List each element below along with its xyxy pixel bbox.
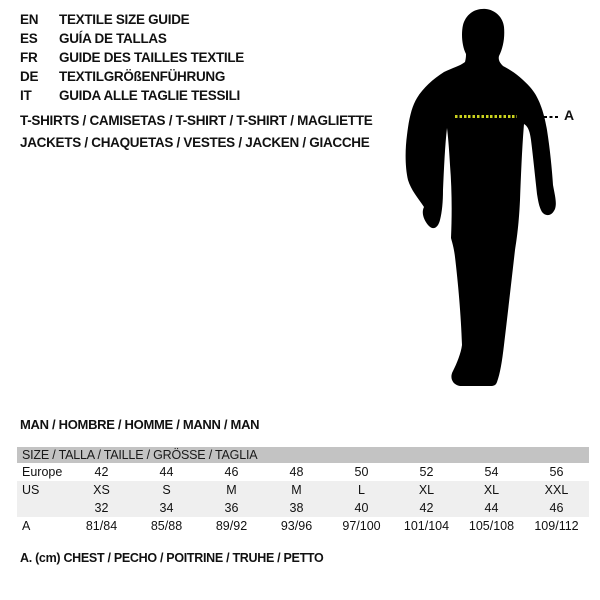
category-jackets: JACKETS / CHAQUETAS / VESTES / JACKEN / GIACCHE	[20, 135, 370, 150]
language-row	[20, 86, 244, 105]
table-cell: 42	[94, 465, 109, 479]
language-row	[20, 29, 244, 48]
table-cell: 48	[289, 465, 304, 479]
table-cell: 32	[94, 501, 109, 515]
table-row-chest-a	[17, 517, 589, 535]
man-figure	[400, 0, 600, 400]
table-row-europe	[17, 463, 589, 481]
language-code: DE	[20, 69, 39, 84]
row-label: Europe	[22, 465, 63, 479]
language-label: TEXTILE SIZE GUIDE	[59, 12, 190, 27]
table-cell: 50	[354, 465, 369, 479]
category-tshirts: T-SHIRTS / CAMISETAS / T-SHIRT / T-SHIRT / MAGLIETTE	[20, 113, 373, 128]
table-cell: 46	[549, 501, 564, 515]
language-label: GUIDE DES TAILLES TEXTILE	[59, 50, 245, 65]
table-cell: XS	[93, 483, 110, 497]
table-cell: 52	[419, 465, 434, 479]
table-cell: 97/100	[342, 519, 381, 533]
table-cell: 46	[224, 465, 239, 479]
table-cell: M	[291, 483, 302, 497]
language-code: IT	[20, 88, 32, 103]
language-label: GUÍA DE TALLAS	[59, 31, 167, 46]
language-list	[20, 10, 244, 105]
table-cell: 101/104	[403, 519, 450, 533]
category-list	[20, 110, 372, 154]
table-row-uk	[17, 499, 589, 517]
table-cell: L	[358, 483, 365, 497]
language-code: EN	[20, 12, 39, 27]
man-silhouette-icon	[400, 0, 600, 400]
table-cell: 85/88	[150, 519, 183, 533]
table-cell: 36	[224, 501, 239, 515]
table-cell: 44	[484, 501, 499, 515]
language-row	[20, 48, 244, 67]
table-cell: XXL	[544, 483, 569, 497]
language-code: ES	[20, 31, 38, 46]
table-cell: 89/92	[215, 519, 248, 533]
section-title-man: MAN / HOMBRE / HOMME / MANN / MAN	[20, 417, 260, 432]
table-cell: M	[226, 483, 237, 497]
size-table	[17, 447, 589, 535]
table-cell: 38	[289, 501, 304, 515]
table-cell: 44	[159, 465, 174, 479]
table-cell: 105/108	[468, 519, 515, 533]
row-label: US	[22, 483, 40, 497]
table-cell: 56	[549, 465, 564, 479]
table-cell: 109/112	[534, 519, 579, 533]
table-cell: S	[162, 483, 171, 497]
language-row	[20, 67, 244, 86]
table-cell: 54	[484, 465, 499, 479]
measure-label-a: A	[564, 107, 575, 123]
table-cell: XL	[483, 483, 500, 497]
language-label: GUIDA ALLE TAGLIE TESSILI	[59, 88, 240, 103]
language-code: FR	[20, 50, 38, 65]
measurement-footnote: A. (cm) CHEST / PECHO / POITRINE / TRUHE / PETTO	[20, 551, 324, 565]
table-cell: 42	[419, 501, 434, 515]
measure-pointer-dashes	[544, 116, 561, 118]
table-cell: 93/96	[280, 519, 313, 533]
row-label: A	[22, 519, 31, 533]
chest-measure-line	[455, 115, 517, 118]
table-cell: 40	[354, 501, 369, 515]
table-row-us	[17, 481, 589, 499]
table-cell: XL	[418, 483, 435, 497]
language-label: TEXTILGRÖßENFÜHRUNG	[59, 69, 226, 84]
language-row	[20, 10, 244, 29]
table-cell: 81/84	[85, 519, 118, 533]
size-table-header: SIZE / TALLA / TAILLE / GRÖSSE / TAGLIA	[17, 447, 589, 463]
table-cell: 34	[159, 501, 174, 515]
